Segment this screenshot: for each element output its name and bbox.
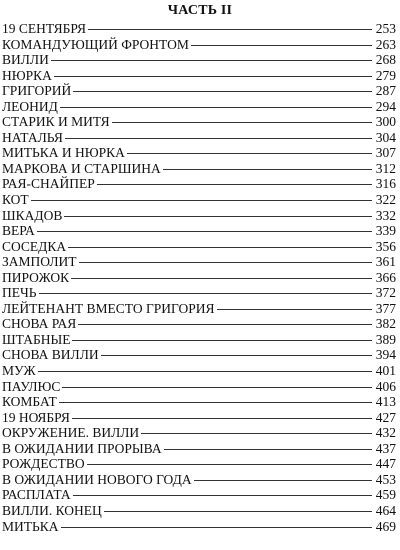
- toc-entry: [2, 363, 396, 379]
- toc-entry-title: МАРКОВА И СТАРШИНА: [2, 160, 161, 176]
- table-of-contents: [2, 21, 396, 534]
- toc-entry: [2, 503, 396, 519]
- toc-entry-page: 294: [375, 98, 396, 114]
- toc-entry-page: 300: [375, 114, 396, 130]
- toc-entry-page: 356: [375, 238, 396, 254]
- toc-entry: [2, 441, 396, 457]
- toc-leader-line: [79, 262, 373, 263]
- toc-entry-title: КОМАНДУЮЩИЙ ФРОНТОМ: [2, 36, 189, 52]
- toc-leader-line: [101, 355, 372, 356]
- toc-entry-page: 427: [375, 409, 396, 425]
- toc-entry: [2, 52, 396, 68]
- toc-entry-title: МУЖ: [2, 363, 36, 379]
- toc-entry: [2, 208, 396, 224]
- toc-entry-title: НЮРКА: [2, 67, 52, 83]
- toc-entry-page: 413: [375, 394, 396, 410]
- toc-entry: [2, 487, 396, 503]
- toc-leader-line: [38, 371, 372, 372]
- toc-entry-title: МИТЬКА: [2, 518, 59, 534]
- toc-leader-line: [141, 433, 372, 434]
- toc-entry-title: 19 НОЯБРЯ: [2, 409, 70, 425]
- toc-entry: [2, 176, 396, 192]
- toc-leader-line: [31, 200, 372, 201]
- toc-leader-line: [163, 169, 372, 170]
- toc-leader-line: [217, 309, 372, 310]
- toc-entry-title: ВИЛЛИ. КОНЕЦ: [2, 502, 102, 518]
- toc-entry: [2, 145, 396, 161]
- toc-leader-line: [88, 29, 372, 30]
- toc-leader-line: [72, 418, 372, 419]
- toc-entry-page: 339: [375, 223, 396, 239]
- toc-entry-page: 401: [375, 363, 396, 379]
- toc-entry-page: 372: [375, 285, 396, 301]
- toc-entry: [2, 394, 396, 410]
- toc-entry-page: 406: [375, 378, 396, 394]
- toc-entry-title: КОМБАТ: [2, 394, 57, 410]
- toc-entry-page: 263: [375, 36, 396, 52]
- toc-entry-page: 316: [375, 176, 396, 192]
- toc-entry-title: ВИЛЛИ: [2, 52, 49, 68]
- toc-entry-title: НАТАЛЬЯ: [2, 129, 63, 145]
- toc-leader-line: [164, 449, 372, 450]
- toc-entry: [2, 239, 396, 255]
- toc-entry-page: 268: [375, 52, 396, 68]
- toc-entry-page: 432: [375, 425, 396, 441]
- toc-leader-line: [104, 511, 372, 512]
- toc-entry: [2, 254, 396, 270]
- toc-leader-line: [68, 247, 372, 248]
- toc-entry-page: 447: [375, 456, 396, 472]
- toc-leader-line: [71, 278, 372, 279]
- toc-entry-title: В ОЖИДАНИИ ПРОРЫВА: [2, 440, 162, 456]
- toc-entry-title: ГРИГОРИЙ: [2, 83, 72, 99]
- toc-leader-line: [87, 464, 372, 465]
- toc-entry-page: 389: [375, 331, 396, 347]
- toc-entry-title: ЛЕОНИД: [2, 98, 58, 114]
- toc-entry: [2, 332, 396, 348]
- toc-entry-page: 366: [375, 269, 396, 285]
- toc-entry: [2, 472, 396, 488]
- toc-entry-page: 437: [375, 440, 396, 456]
- toc-entry-title: РАЯ-СНАЙПЕР: [2, 176, 95, 192]
- toc-leader-line: [73, 495, 372, 496]
- toc-leader-line: [51, 60, 372, 61]
- toc-entry: [2, 130, 396, 146]
- toc-entry-title: ЛЕЙТЕНАНТ ВМЕСТО ГРИГОРИЯ: [2, 300, 215, 316]
- toc-entry-title: ШТАБНЫЕ: [2, 331, 71, 347]
- toc-entry-title: ПИРОЖОК: [2, 269, 70, 285]
- toc-entry-title: СТАРИК И МИТЯ: [2, 114, 110, 130]
- toc-entry-title: ОКРУЖЕНИЕ. ВИЛЛИ: [2, 425, 140, 441]
- toc-entry: [2, 83, 396, 99]
- toc-entry-page: 453: [375, 471, 396, 487]
- toc-entry-page: 361: [375, 254, 396, 270]
- toc-entry: [2, 223, 396, 239]
- toc-entry-page: 464: [375, 502, 396, 518]
- toc-entry: [2, 456, 396, 472]
- toc-leader-line: [97, 184, 372, 185]
- toc-leader-line: [60, 107, 372, 108]
- toc-entry-page: 394: [375, 347, 396, 363]
- toc-leader-line: [127, 153, 372, 154]
- toc-entry-title: СНОВА РАЯ: [2, 316, 77, 332]
- toc-entry-page: 377: [375, 300, 396, 316]
- toc-entry: [2, 114, 396, 130]
- toc-entry: [2, 270, 396, 286]
- toc-leader-line: [37, 231, 372, 232]
- toc-entry: [2, 99, 396, 115]
- toc-entry-page: 307: [375, 145, 396, 161]
- toc-entry-page: 469: [375, 518, 396, 534]
- toc-entry-title: 19 СЕНТЯБРЯ: [2, 21, 87, 36]
- page-title: ЧАСТЬ II: [167, 3, 233, 18]
- toc-entry-title: ВЕРА: [2, 223, 35, 239]
- toc-entry: [2, 379, 396, 395]
- toc-leader-line: [59, 402, 372, 403]
- toc-entry-title: СНОВА ВИЛЛИ: [2, 347, 99, 363]
- toc-entry-title: КОТ: [2, 192, 29, 208]
- toc-entry-title: МИТЬКА И НЮРКА: [2, 145, 125, 161]
- toc-entry-page: 322: [375, 192, 396, 208]
- toc-leader-line: [72, 340, 372, 341]
- toc-entry-title: ЗАМПОЛИТ: [2, 254, 77, 270]
- toc-leader-line: [194, 480, 372, 481]
- toc-entry-title: В ОЖИДАНИИ НОВОГО ГОДА: [2, 471, 192, 487]
- toc-entry: [2, 21, 396, 37]
- toc-leader-line: [62, 386, 372, 387]
- toc-entry-title: РАСПЛАТА: [2, 487, 71, 503]
- toc-leader-line: [39, 293, 372, 294]
- toc-entry: [2, 410, 396, 426]
- toc-entry: [2, 285, 396, 301]
- toc-entry-page: 382: [375, 316, 396, 332]
- toc-leader-line: [54, 76, 372, 77]
- toc-entry: [2, 316, 396, 332]
- toc-entry-page: 332: [375, 207, 396, 223]
- toc-entry-title: ПАУЛЮС: [2, 378, 61, 394]
- toc-entry-title: ПЕЧЬ: [2, 285, 37, 301]
- toc-entry: [2, 37, 396, 53]
- toc-entry: [2, 301, 396, 317]
- toc-leader-line: [191, 44, 372, 45]
- toc-entry: [2, 68, 396, 84]
- toc-leader-line: [78, 324, 372, 325]
- toc-entry-title: ШКАДОВ: [2, 207, 63, 223]
- toc-entry: [2, 519, 396, 535]
- toc-entry: [2, 161, 396, 177]
- toc-entry: [2, 192, 396, 208]
- toc-leader-line: [61, 526, 372, 527]
- toc-entry: [2, 347, 396, 363]
- toc-entry-page: 279: [375, 67, 396, 83]
- toc-leader-line: [65, 138, 372, 139]
- toc-entry-page: 304: [375, 129, 396, 145]
- toc-entry-page: 312: [375, 160, 396, 176]
- toc-entry: [2, 425, 396, 441]
- toc-entry-title: СОСЕДКА: [2, 238, 67, 254]
- toc-leader-line: [73, 91, 372, 92]
- toc-entry-page: 253: [375, 21, 396, 36]
- toc-entry-title: РОЖДЕСТВО: [2, 456, 85, 472]
- toc-entry-page: 459: [375, 487, 396, 503]
- toc-entry-page: 287: [375, 83, 396, 99]
- toc-leader-line: [64, 215, 372, 216]
- toc-leader-line: [112, 122, 372, 123]
